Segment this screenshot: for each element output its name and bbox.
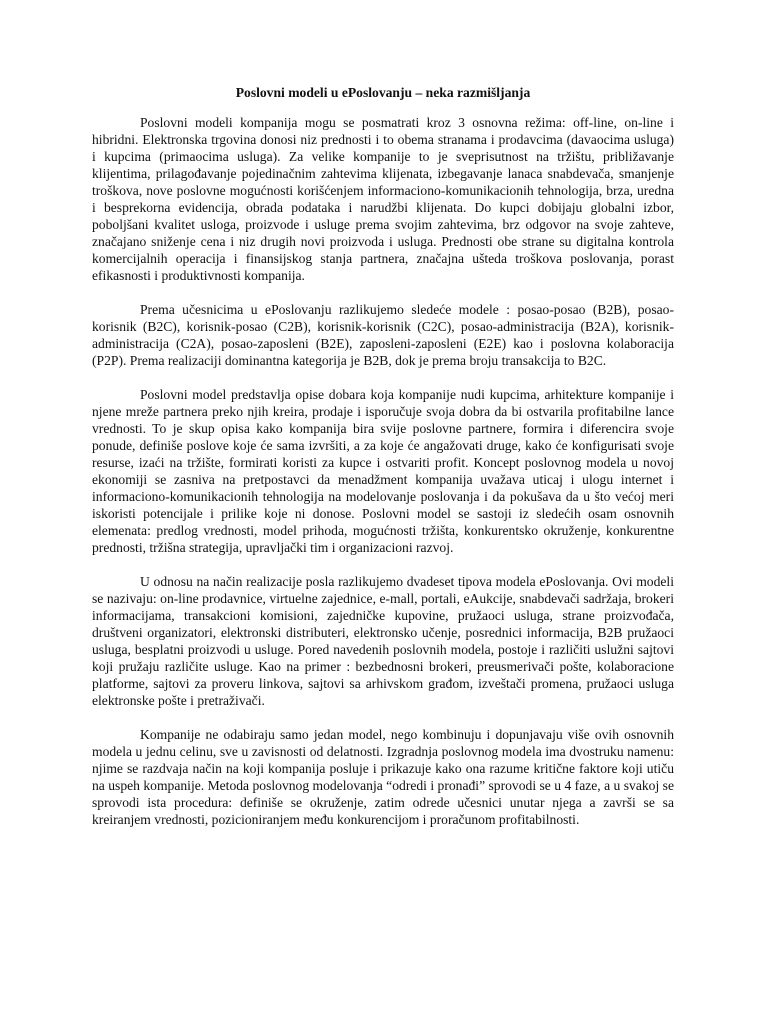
paragraph-business-model-regimes: Poslovni modeli kompanija mogu se posmatrati kroz 3 osnovna režima: off-line, on-line i hibridni. Elektronska trgovina donosi niz prednosti i to obema stranama i prodavcima (davaocima usluga) i kupcima (primaocima usluga). Za velike kompanije to je sveprisutnost na tržištu, približavanje klijentima, prilagođavanje pojedinačnim zahtevima klijenata, izbegavanje lanaca snabdevača, smanjenje troškova, nove poslovne mogućnosti korišćenjem informaciono-komunikacionih tehnologija, brza, uredna i besprekorna evidencija, obrada podataka i narudžbi klijenata. Do kupci dobijaju globalni izbor, poboljšani kvalitet usloga, proizvode i usluge prema svojim zahtevima, brz odgovor na svoje zahteve, značajano sniženje cena i niz drugih novi proizvoda i usluga. Prednosti obe strane su digitalna kontrola komercijalnih operacija i finansijskog stanja partnera, značajna ušteda troškova poslovanja, porast efikasnosti i produktivnosti kompanija. <box>92 115 674 283</box>
paragraph-model-types: U odnosu na način realizacije posla razlikujemo dvadeset tipova modela ePoslovanja. Ovi modeli se nazivaju: on-line prodavnice, virtuelne zajednice, e-mall, portali, eAukcije, snabdevači sadržaja, brokeri informacijama, transakcioni komisioni, zajedničke kupovine, pružaoci usluga, strane proizvođača, društveni organizatori, elektronski distributeri, elektronsko učenje, posrednici informacija, B2B pružaoci usluga, besplatni proizvodi u usluge. Pored navedenih poslovnih modela, postoje i različiti uslužni sajtovi koji pružaju različite usluge. Kao na primer : bezbednosni brokeri, preusmerivači pošte, kolaboracione platforme, sajtovi za proveru linkova, sajtovi sa arhivskom građom, izveštači promena, pružaoci usluga elektronske pošte i pretraživači. <box>92 574 674 708</box>
document-title: Poslovni modeli u ePoslovanju – neka razmišljanja <box>235 85 531 100</box>
paragraph-participant-models: Prema učesnicima u ePoslovanju razlikujemo sledeće modele : posao-posao (B2B), posao-korisnik (B2C), korisnik-posao (C2B), korisnik-korisnik (C2C), posao-administracija (B2A), korisnik-administracija (C2A), posao-zaposleni (B2E), zaposleni-zaposleni (E2E) kao i poslovna kolaboracija (P2P). Prema realizaciji dominantna kategorija je B2B, dok je prema broju transakcija to B2C. <box>92 302 674 368</box>
document-page <box>92 84 674 845</box>
paragraph-business-model-definition: Poslovni model predstavlja opise dobara koja kompanije nudi kupcima, arhitekture kompanije i njene mreže partnera preko njih kreira, prodaje i isporučuje svoja dobra da bi ostvarila profitabilne lance vrednosti. To je skup opisa kako kompanija bira svije poslovne partnere, formira i diferencira svoje ponude, definiše poslove koje će sama izvršiti, a za koje će angažovati druge, kako će konfigurisati svoje resurse, izaći na tržište, formirati koristi za kupce i ostvariti profit. Koncept poslovnog modela u novoj ekonomiji se zasniva na pretpostavci da menadžment kompanija uvažava uticaj i ulogu internet i informaciono-komunikacionih tehnologija na modelovanje poslovanja i da pokušava da u što većoj meri iskoristi potencijale i prilike koje ni donose. Poslovni model se sastoji iz sledećih osam osnovnih elemenata: predlog vrednosti, model prihoda, mogućnosti tržišta, konkurentsko okruženje, konkurentne prednosti, tržišna strategija, upravljački tim i organizacioni razvoj. <box>92 387 674 555</box>
paragraph-model-combination: Kompanije ne odabiraju samo jedan model, nego kombinuju i dopunjavaju više ovih osnovnih modela u jednu celinu, sve u zavisnosti od delatnosti. Izgradnja poslovnog modela ima dvostruku namenu: njime se razdvaja način na koji kompanija posluje i prikazuje kako ona razume kritične faktore koji utiču na uspeh kompanije. Metoda poslovnog modelovanja “odredi i pronađi” sprovodi se u 4 faze, a u svakoj se sprovodi ista procedura: definiše se okruženje, zatim odrede učesnici unutar njega a završi se sa kreiranjem vrednosti, pozicioniranjem među konkurencijom i proračunom profitabilnosti. <box>92 727 674 827</box>
